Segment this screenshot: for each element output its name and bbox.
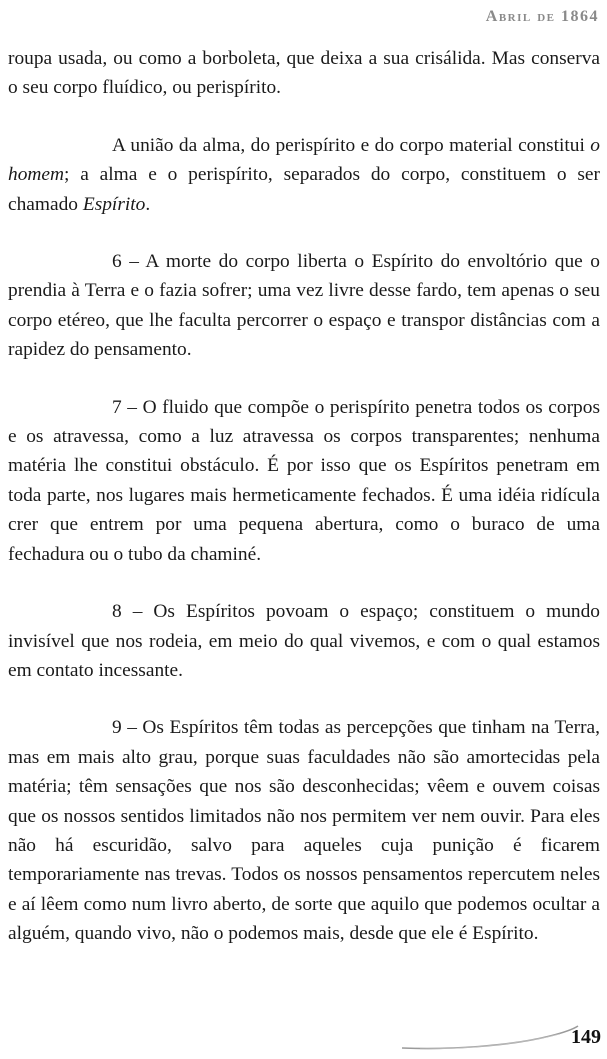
paragraph-text: A união da alma, do perispírito e do corpo material constitui — [112, 134, 591, 156]
paragraph-item-9: 9 – Os Espíritos têm todas as percepções que tinham na Terra, mas em mais alto grau, porque suas faculdades não são amortecidas pela matéria; têm sensações que nos são desconhecidas; vêem e ouvem coisas que os nossos sentidos limitados não nos permitem ver nem ouvir. Para eles não há escuridão, salvo para aqueles cuja punição é ficarem temporariamente nas trevas. Todos os nossos pensamentos repercutem neles e aí lêem como num livro aberto, de sorte que aquilo que podemos ocultar a alguém, quando vivo, não o podemos mais, desde que ele é Espírito. — [8, 717, 600, 945]
paragraph-item-8: 8 – Os Espíritos povoam o espaço; constituem o mundo invisível que nos rodeia, em meio do qual vivemos, e com o qual estamos em contato incessante. — [8, 601, 600, 681]
running-header: Abril de 1864 — [485, 8, 599, 25]
paragraph-text: . — [145, 193, 151, 215]
paragraph-continuation: roupa usada, ou como a borboleta, que deixa a sua crisálida. Mas conserva o seu corpo fluídico, ou perispírito. — [8, 48, 600, 99]
paragraph-union — [8, 131, 600, 219]
page-body — [8, 44, 600, 977]
emphasis-espirito: Espírito — [82, 193, 146, 215]
emphasis-o-homem: o homem — [8, 134, 600, 186]
paragraph-item-7: 7 – O fluido que compõe o perispírito penetra todos os corpos e os atravessa, como a luz atravessa os corpos transparentes; nenhuma matéria lhe constitui obstáculo. É por isso que os Espíritos penetram em toda parte, nos lugares mais hermeticamente fechados. É uma idéia ridícula crer que entrem por uma pequena abertura, como o buraco de uma fechadura ou o tubo da chaminé. — [8, 396, 600, 565]
paragraph-text: ; a alma e o perispírito, separados do corpo, constituem o ser chamado — [8, 164, 600, 215]
paragraph-item-6: 6 – A morte do corpo liberta o Espírito do envoltório que o prendia à Terra e o fazia sofrer; uma vez livre desse fardo, tem apenas o seu corpo etéreo, que lhe faculta percorrer o espaço e transpor distâncias com a rapidez do pensamento. — [8, 251, 600, 361]
swoosh-ornament-icon — [400, 1022, 580, 1052]
page-number: 149 — [571, 1026, 601, 1048]
